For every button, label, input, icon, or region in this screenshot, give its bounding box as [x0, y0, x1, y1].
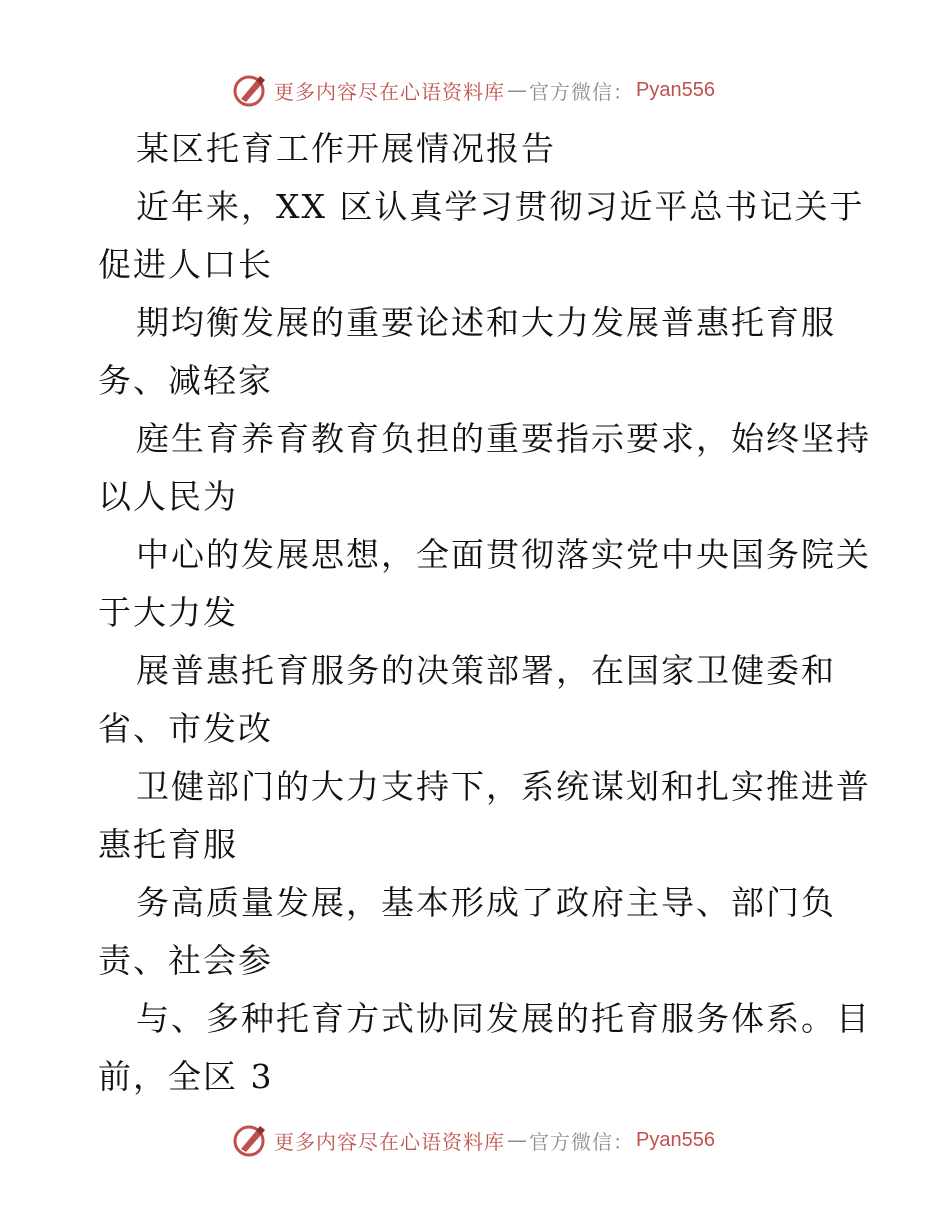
document-title: 某区托育工作开展情况报告 [136, 129, 556, 168]
pen-logo-icon [232, 1122, 268, 1158]
pen-logo-icon [232, 72, 268, 108]
paragraph-line: 务、减轻家 [98, 361, 273, 400]
document-body [98, 120, 898, 1106]
paragraph-line: 责、社会参 [98, 941, 273, 980]
wechat-label: 官方微信： [529, 79, 634, 104]
wechat-id: Pyan556 [636, 78, 715, 101]
banner-dash: — [507, 78, 527, 102]
paragraph-line: 惠托育服 [98, 825, 238, 864]
paragraph-line: 省、市发改 [98, 709, 273, 748]
paragraph-line: 与、多种托育方式协同发展的托育服务体系。目 [136, 999, 871, 1038]
brand-text: 更多内容尽在心语资料库 [274, 1129, 505, 1154]
paragraph-line: 近年来，XX 区认真学习贯彻习近平总书记关于 [136, 187, 865, 226]
paragraph-line: 中心的发展思想，全面贯彻落实党中央国务院关 [136, 535, 871, 574]
paragraph-line: 庭生育养育教育负担的重要指示要求，始终坚持 [136, 419, 871, 458]
header-banner [232, 70, 715, 110]
banner-dash: — [507, 1128, 527, 1152]
footer-banner [232, 1120, 715, 1160]
paragraph-line: 以人民为 [98, 477, 238, 516]
wechat-label: 官方微信： [529, 1129, 634, 1154]
brand-text: 更多内容尽在心语资料库 [274, 79, 505, 104]
paragraph-line: 务高质量发展，基本形成了政府主导、部门负 [136, 883, 836, 922]
paragraph-line: 卫健部门的大力支持下，系统谋划和扎实推进普 [136, 767, 871, 806]
paragraph-line: 前，全区 3 [98, 1057, 274, 1096]
paragraph-line: 期均衡发展的重要论述和大力发展普惠托育服 [136, 303, 836, 342]
wechat-id: Pyan556 [636, 1128, 715, 1151]
paragraph-line: 促进人口长 [98, 245, 273, 284]
paragraph-line: 于大力发 [98, 593, 238, 632]
paragraph-line: 展普惠托育服务的决策部署，在国家卫健委和 [136, 651, 836, 690]
